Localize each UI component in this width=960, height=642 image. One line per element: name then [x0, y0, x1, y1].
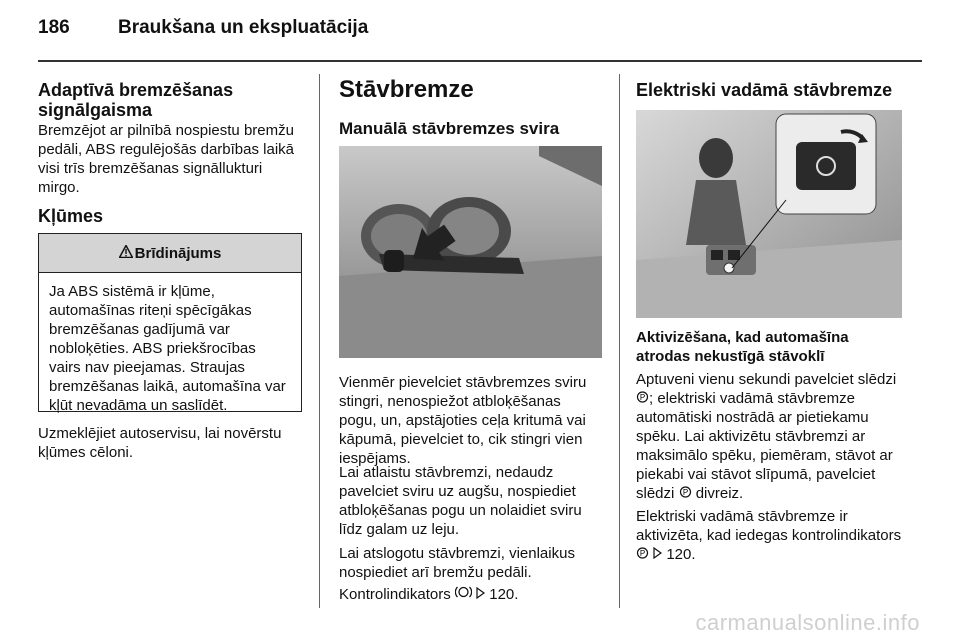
brake-indicator-icon — [455, 585, 472, 604]
activation-text-part3: divreiz. — [695, 485, 744, 502]
page-ref-arrow-icon — [476, 585, 485, 604]
warning-text: Ja ABS sistēmā ir kļūme, automašīnas riteņi spēcīgākas bremzēšanas gadījumā var nobloķēties. ABS priekšrocības vairs nav pieejamas. Straujas bremzēšanas laikā, automašīna var kļūt nevadāma un saslīdēt. — [49, 283, 286, 414]
svg-text:P: P — [639, 393, 646, 402]
switch-parking-brake-icon — [679, 484, 692, 503]
running-title: Braukšana un ekspluatācija — [118, 17, 369, 38]
paragraph-faults-service: Uzmeklējiet autoservisu, lai novērstu kļūmes cēloni. — [38, 425, 282, 461]
page-ref-number[interactable]: 120. — [666, 546, 696, 563]
column-divider — [319, 74, 320, 608]
activated-indicator-text: Elektriski vadāmā stāvbremze ir aktivizēta, kad iedegas kontrolindikators — [636, 508, 902, 544]
warning-header — [39, 234, 301, 273]
paragraph-adaptive-brake-light: Bremzējot ar pilnībā nospiestu bremžu pedāli, ABS regulējošās darbības laikā visi trīs bremzēšanas signāllukturi mirgo. — [38, 122, 294, 196]
electric-parking-brake-photo — [636, 110, 902, 318]
paragraph-indicator-ref — [339, 585, 602, 604]
manual-handbrake-photo — [339, 146, 602, 358]
svg-text:P: P — [639, 549, 646, 558]
section-heading-electric-parking-brake: Elektriski vadāmā stāvbremze — [636, 80, 893, 100]
parking-brake-indicator-icon — [636, 545, 649, 564]
watermark: carmanualsonline.info — [695, 610, 920, 635]
warning-box — [38, 233, 302, 412]
page-number: 186 — [38, 17, 70, 38]
paragraph-release-brake: Lai atlaistu stāvbremzi, nedaudz pavelciet sviru uz augšu, nospiediet atbloķēšanas pogu un nolaidiet sviru līdz galam uz leju. — [339, 464, 582, 538]
page-header — [38, 17, 922, 47]
page-ref-number[interactable]: 120. — [489, 586, 519, 603]
page-ref-arrow-icon — [653, 545, 662, 564]
header-rule — [38, 60, 922, 62]
paragraph-activated-indicator — [636, 507, 902, 564]
warning-title: Brīdinājums — [134, 244, 222, 262]
subheading-activation-stationary: Aktivizēšana, kad automašīna atrodas nekustīgā stāvoklī — [636, 329, 849, 365]
section-heading-adaptive-brake-light: Adaptīvā bremzēšanas signālgaisma — [38, 80, 234, 120]
section-heading-parking-brake: Stāvbremze — [339, 76, 474, 103]
svg-text:P: P — [682, 488, 688, 497]
section-heading-faults: Kļūmes — [38, 206, 104, 226]
switch-parking-brake-icon — [636, 389, 649, 408]
activation-text-part2: ; elektriski vadāmā stāvbremze automātiski nostrādā ar pietiekamu spēku. Lai aktivizētu stāvbremzi ar maksimālo spēku, piemēram, stāvot ar piekabi vai stāvot slīpumā, pavelciet slēdzi — [636, 390, 893, 502]
paragraph-apply-brake: Vienmēr pievelciet stāvbremzes sviru stingri, nenospiežot atbloķēšanas pogu, un, apstājoties ceļa kritumā vai kāpumā, pievelciet to, cik stingri vien iespējams. — [339, 374, 587, 467]
column-divider — [619, 74, 620, 608]
activation-text-part1: Aptuveni vienu sekundi pavelciet slēdzi — [636, 371, 897, 388]
subheading-manual-parking-brake: Manuālā stāvbremzes svira — [339, 119, 560, 138]
paragraph-release-with-pedal: Lai atslogotu stāvbremzi, vienlaikus nospiediet arī bremžu pedāli. — [339, 545, 575, 581]
paragraph-activation — [636, 370, 902, 503]
warning-triangle-icon — [119, 245, 133, 262]
indicator-text: Kontrolindikators — [339, 586, 451, 603]
